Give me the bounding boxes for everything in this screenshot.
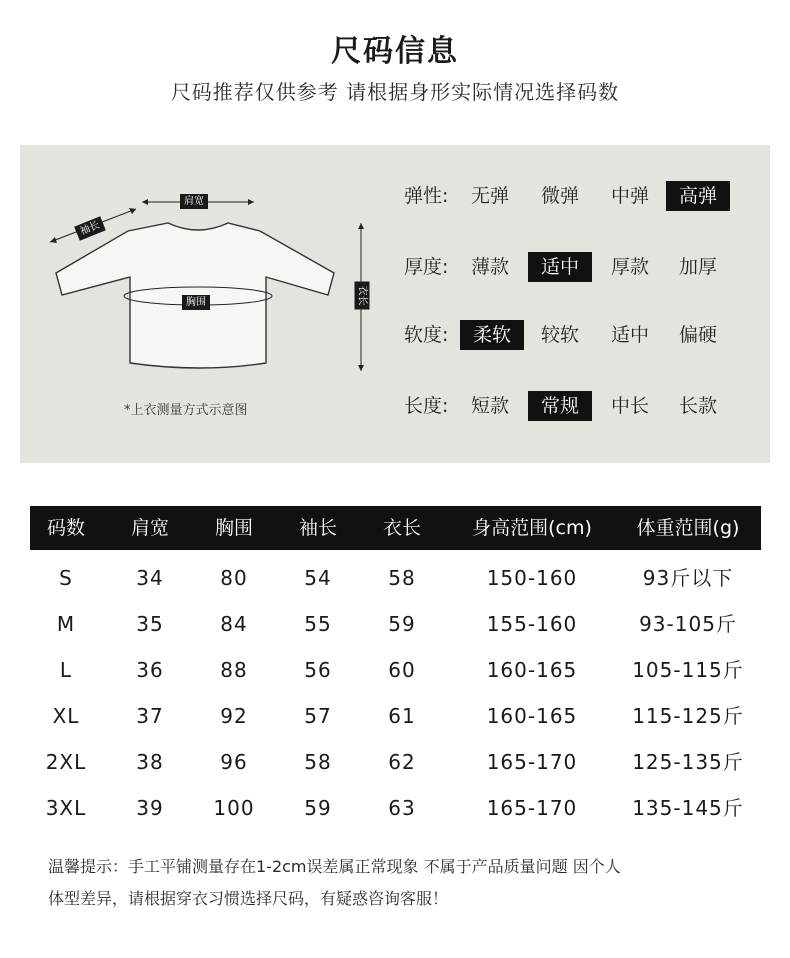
table-cell: 59 — [304, 796, 332, 820]
table-cell: 58 — [304, 750, 332, 774]
table-row — [30, 693, 761, 739]
table-cell: 63 — [388, 796, 416, 820]
table-row — [30, 647, 761, 693]
info-panel — [20, 145, 770, 463]
table-cell: 93斤以下 — [642, 566, 734, 590]
column-header-shoulder: 肩宽 — [130, 517, 169, 539]
table-cell: 150-160 — [486, 566, 578, 590]
table-row — [30, 739, 761, 785]
table-cell: 54 — [304, 566, 332, 590]
table-cell: 165-170 — [486, 796, 578, 820]
table-row — [30, 601, 761, 647]
table-cell: 105-115斤 — [632, 658, 744, 682]
property-option: 无弹 — [470, 185, 509, 207]
property-option-selected: 柔软 — [460, 320, 524, 350]
column-header-sleeve: 袖长 — [298, 517, 337, 539]
property-name: 软度: — [404, 324, 449, 346]
column-header-height: 身高范围(cm) — [472, 517, 592, 539]
length-label: 衣长 — [355, 282, 370, 310]
table-cell: 93-105斤 — [639, 612, 737, 636]
column-header-weight: 体重范围(g) — [636, 517, 740, 539]
table-cell: M — [56, 612, 76, 636]
table-cell: 59 — [388, 612, 416, 636]
table-cell: 56 — [304, 658, 332, 682]
sleeve-label: 袖长 — [74, 216, 106, 240]
table-cell: 80 — [220, 566, 248, 590]
property-option-selected: 常规 — [528, 391, 592, 421]
table-cell: 36 — [136, 658, 164, 682]
measurement-diagram — [20, 145, 400, 463]
property-option: 长款 — [678, 395, 717, 417]
property-option: 中长 — [610, 395, 649, 417]
table-row — [30, 785, 761, 831]
table-cell: 60 — [388, 658, 416, 682]
table-cell: 37 — [136, 704, 164, 728]
property-option: 微弹 — [540, 185, 579, 207]
table-cell: 100 — [213, 796, 255, 820]
table-cell: L — [59, 658, 73, 682]
size-table-header — [30, 506, 761, 550]
table-cell: 34 — [136, 566, 164, 590]
notice-line: 体型差异，请根据穿衣习惯选择尺码，有疑惑咨询客服！ — [48, 889, 449, 908]
table-cell: 2XL — [45, 750, 87, 774]
property-option: 厚款 — [610, 256, 649, 278]
chest-label: 胸围 — [182, 295, 210, 310]
table-cell: S — [59, 566, 73, 590]
table-cell: 96 — [220, 750, 248, 774]
table-cell: 39 — [136, 796, 164, 820]
page-title: 尺码信息 — [331, 34, 459, 69]
property-option: 短款 — [470, 395, 509, 417]
table-cell: 58 — [388, 566, 416, 590]
table-cell: 115-125斤 — [632, 704, 744, 728]
page-subtitle: 尺码推荐仅供参考 请根据身形实际情况选择码数 — [170, 80, 620, 104]
property-option: 较软 — [540, 324, 579, 346]
property-row-thickness — [404, 252, 764, 282]
property-name: 厚度: — [404, 256, 449, 278]
column-header-length: 衣长 — [382, 517, 421, 539]
column-header-size: 码数 — [46, 517, 85, 539]
table-cell: 55 — [304, 612, 332, 636]
shoulder-label: 肩宽 — [180, 194, 208, 209]
diagram-caption: *上衣测量方式示意图 — [124, 403, 248, 418]
table-cell: 62 — [388, 750, 416, 774]
property-option-selected: 高弹 — [666, 181, 730, 211]
property-option: 中弹 — [610, 185, 649, 207]
property-option: 薄款 — [470, 256, 509, 278]
table-row — [30, 555, 761, 601]
table-cell: 35 — [136, 612, 164, 636]
property-option: 加厚 — [678, 256, 717, 278]
table-cell: 160-165 — [486, 704, 578, 728]
table-cell: 155-160 — [486, 612, 578, 636]
table-cell: XL — [52, 704, 80, 728]
table-cell: 3XL — [45, 796, 87, 820]
property-row-elasticity — [404, 181, 764, 211]
notice-line: 温馨提示：手工平铺测量存在1-2cm误差属正常现象 不属于产品质量问题 因个人 — [48, 857, 621, 876]
property-option: 适中 — [610, 324, 649, 346]
table-cell: 84 — [220, 612, 248, 636]
table-cell: 57 — [304, 704, 332, 728]
property-option-selected: 适中 — [528, 252, 592, 282]
table-cell: 165-170 — [486, 750, 578, 774]
table-cell: 88 — [220, 658, 248, 682]
property-name: 弹性: — [404, 185, 449, 207]
table-cell: 135-145斤 — [632, 796, 744, 820]
property-row-softness — [404, 320, 764, 350]
column-header-chest: 胸围 — [214, 517, 253, 539]
property-row-length — [404, 391, 764, 421]
table-cell: 92 — [220, 704, 248, 728]
table-cell: 125-135斤 — [632, 750, 744, 774]
table-cell: 38 — [136, 750, 164, 774]
property-name: 长度: — [404, 395, 449, 417]
table-cell: 160-165 — [486, 658, 578, 682]
table-cell: 61 — [388, 704, 416, 728]
property-option: 偏硬 — [678, 324, 717, 346]
